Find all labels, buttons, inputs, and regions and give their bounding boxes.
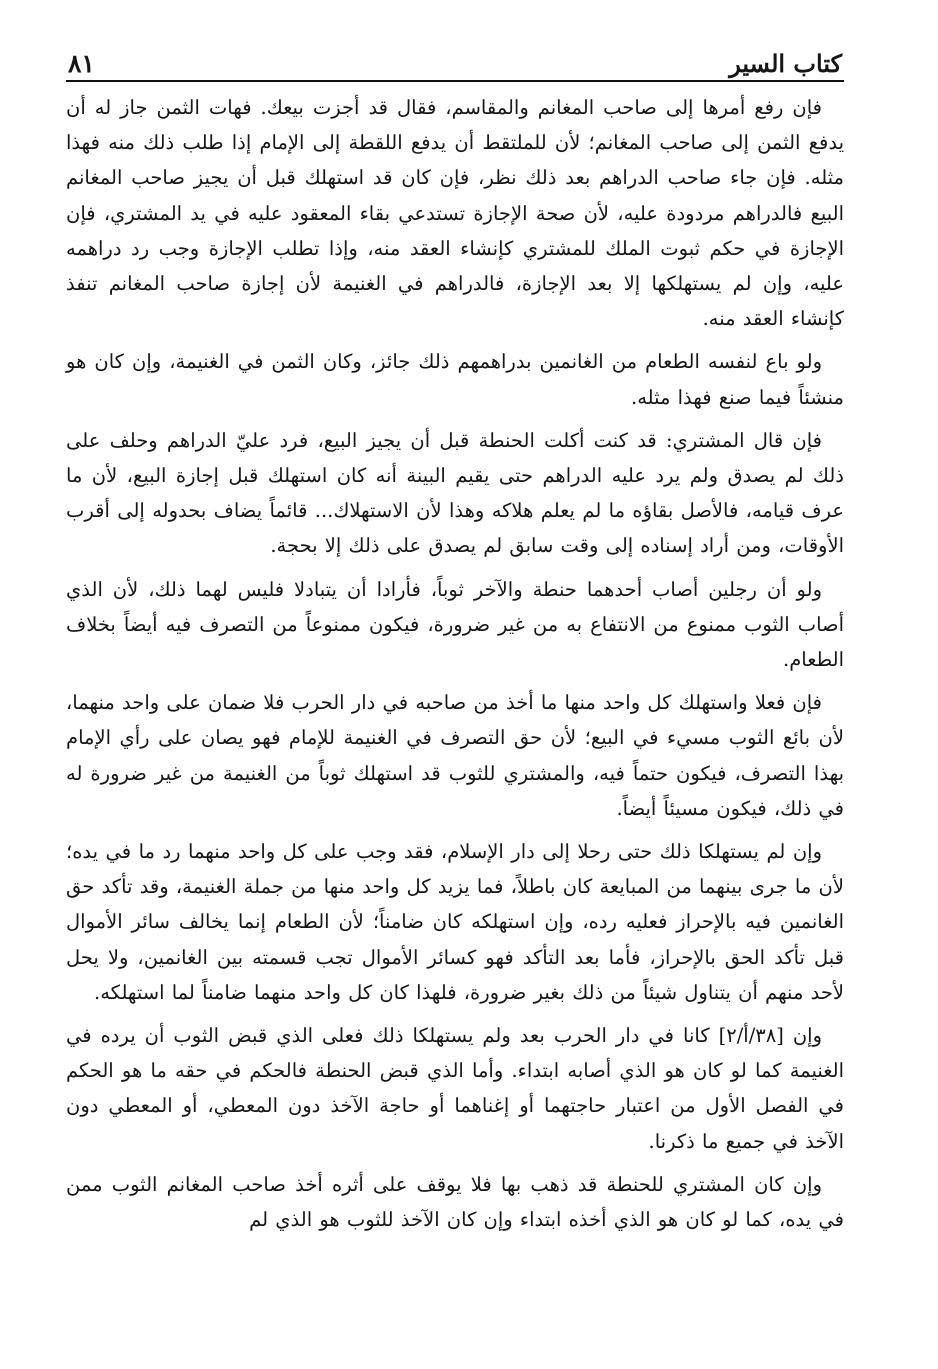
page-body xyxy=(66,90,844,1237)
paragraph: وإن [٣٨/أ/٢] كانا في دار الحرب بعد ولم يستهلكا ذلك فعلى الذي قبض الثوب أن يرده في الغنيمة كما لو كان هو الذي أصابه ابتداء. وأما الذي قبض الحنطة فالحكم في حقه ما هو الحكم في الفصل الأول من اعتبار حاجتهما أو إغناهما أو حاجة الآخذ دون المعطي، أو المعطي دون الآخذ في جميع ما ذكرنا. xyxy=(66,1024,844,1153)
header-rule xyxy=(66,80,844,82)
paragraph: وإن كان المشتري للحنطة قد ذهب بها فلا يوقف على أثره أخذ صاحب المغانم الثوب ممن في يده، كما لو كان هو الذي أخذه ابتداء وإن كان الآخذ للثوب هو الذي لم xyxy=(66,1172,844,1232)
running-header xyxy=(66,34,844,78)
paragraph: فإن قال المشتري: قد كنت أكلت الحنطة قبل أن يجيز البيع، فرد عليّ الدراهم وحلف على ذلك لم يصدق ولم يرد عليه الدراهم حتى يقيم البينة أنه كان استهلك قبل إجازة البيع، لأن ما عرف قيامه، فالأصل بقاؤه ما لم يعلم هلاكه وهذا لأن الاستهلاك... قائماً يضاف بحدوله إلى أقرب الأوقات، ومن أراد إسناده إلى وقت سابق لم يصدق على ذلك إلا بحجة. xyxy=(66,428,844,558)
book-title: كتاب السير xyxy=(729,49,842,78)
paragraph: ولو باع لنفسه الطعام من الغانمين بدراهمهم ذلك جائز، وكان الثمن في الغنيمة، وإن كان هو منشئاً فيما صنع فهذا مثله. xyxy=(66,350,844,409)
paragraph: فإن فعلا واستهلك كل واحد منها ما أخذ من صاحبه في دار الحرب فلا ضمان على واحد منهما، لأن بائع الثوب مسيء في البيع؛ لأن حق التصرف في الغنيمة للإمام فهو يصان على رأي الإمام بهذا التصرف، فيكون حتماً فيه، والمشتري للثوب قد استهلك ثوباً من الغنيمة من غير ضرورة له في ذلك، فيكون مسيئاً أيضاً. xyxy=(66,691,844,820)
paragraph: ولو أن رجلين أصاب أحدهما حنطة والآخر ثوباً، فأرادا أن يتبادلا فليس لهما ذلك، لأن الذي أصاب الثوب ممنوع من الانتفاع به من غير ضرورة، فيكون ممنوعاً من التصرف فيه أيضاً بخلاف الطعام. xyxy=(66,577,844,672)
page-number: ٨١ xyxy=(68,49,95,78)
paragraph: وإن لم يستهلكا ذلك حتى رحلا إلى دار الإسلام، فقد وجب على كل واحد منهما رد ما في يده؛ لأن ما جرى بينهما من المبايعة كان باطلاً، فما يزيد كل واحد منها من جملة الغنيمة، وقد تأكد حق الغانمين فيه بالإحراز فعليه رده، وإن استهلكه كان ضامناً؛ لأن الطعام إنما يخالف سائر الأموال قبل تأكد الحق بالإحراز، فأما بعد التأكد فهو كسائر الأموال تجب قسمته بين الغانمين، ولا يحل لأحد منهم أن يتناول شيئاً من ذلك بغير ضرورة، فلهذا كان كل واحد منهما ضامناً لما استهلكه. xyxy=(66,840,844,1004)
book-page xyxy=(66,34,844,1245)
paragraph: فإن رفع أمرها إلى صاحب المغانم والمقاسم، فقال قد أجزت بيعك. فهات الثمن جاز له أن يدفع الثمن إلى صاحب المغانم؛ لأن للملتقط أن يدفع اللقطة إلى الإمام إذا طلب ذلك منه فهذا مثله. فإن جاء صاحب الدراهم بعد ذلك نظر، فإن كان قد استهلك قبل أن يجيز صاحب المغانم البيع فالدراهم مردودة عليه، لأن صحة الإجازة تستدعي بقاء المعقود عليه في يد المشتري، فإن الإجازة في حكم ثبوت الملك للمشتري كإنشاء العقد منه، وإذا تطلب الإجازة وجب رد دراهمه عليه، وإن لم يستهلكها إلا بعد الإجازة، فالدراهم في الغنيمة لأن إجازة صاحب المغانم تنفذ كإنشاء العقد منه. xyxy=(66,96,844,331)
